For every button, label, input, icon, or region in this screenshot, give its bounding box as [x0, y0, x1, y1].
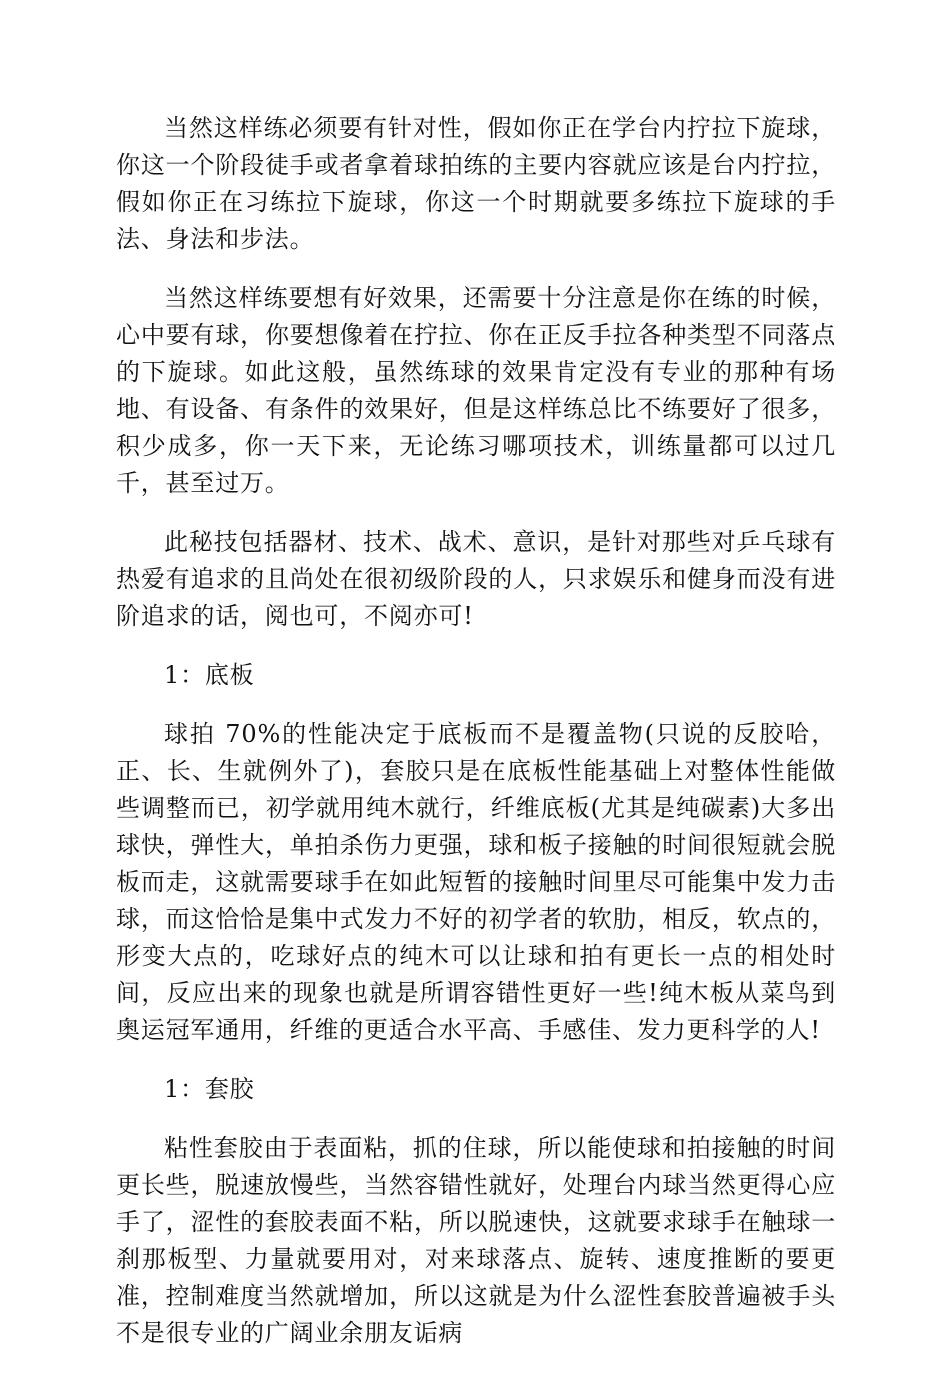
paragraph-rubber: 粘性套胶由于表面粘，抓的住球，所以能使球和拍接触的时间更长些，脱速放慢些，当然容错性就好，处理台内球当然更得心应手了，涩性的套胶表面不粘，所以脱速快，这就要求球手在触球一刹那板型、力量就要用对，对来球落点、旋转、速度推断的要更准，控制难度当然就增加，所以这就是为什么涩性套胶普遍被手头不是很专业的广阔业余朋友诟病 — [116, 1134, 836, 1347]
section-heading-rubber: 1：套胶 — [164, 1075, 255, 1103]
document-body — [116, 110, 836, 1374]
paragraph-blade: 球拍 70%的性能决定于底板而不是覆盖物(只说的反胶哈，正、长、生就例外了)，套胶只是在底板性能基础上对整体性能做些调整而已，初学就用纯木就行，纤维底板(尤其是纯碳素)大多出球快，弹性大，单拍杀伤力更强，球和板子接触的时间很短就会脱板而走，这就需要球手在如此短暂的接触时间里尽可能集中发力击球，而这恰恰是集中式发力不好的初学者的软肋，相反，软点的，形变大点的，吃球好点的纯木可以让球和拍有更长一点的相处时间，反应出来的现象也就是所谓容错性更好一些!纯木板从菜鸟到奥运冠军通用，纤维的更适合水平高、手感佳、发力更科学的人! — [116, 720, 836, 1044]
paragraph-targeted-practice: 当然这样练必须要有针对性，假如你正在学台内拧拉下旋球，你这一个阶段徒手或者拿着球拍练的主要内容就应该是台内拧拉，假如你正在习练拉下旋球，你这一个时期就要多练拉下旋球的手法、身法和步法。 — [116, 114, 836, 253]
section-heading-blade: 1：底板 — [164, 661, 255, 689]
paragraph-practice-effect: 当然这样练要想有好效果，还需要十分注意是你在练的时候，心中要有球，你要想像着在拧拉、你在正反手拉各种类型不同落点的下旋球。如此这般，虽然练球的效果肯定没有专业的那种有场地、有设备、有条件的效果好，但是这样练总比不练要好了很多，积少成多，你一天下来，无论练习哪项技术，训练量都可以过几千，甚至过万。 — [116, 284, 836, 497]
paragraph-intro-scope: 此秘技包括器材、技术、战术、意识，是针对那些对乒乓球有热爱有追求的且尚处在很初级阶段的人，只求娱乐和健身而没有进阶追求的话，阅也可，不阅亦可! — [116, 528, 836, 630]
